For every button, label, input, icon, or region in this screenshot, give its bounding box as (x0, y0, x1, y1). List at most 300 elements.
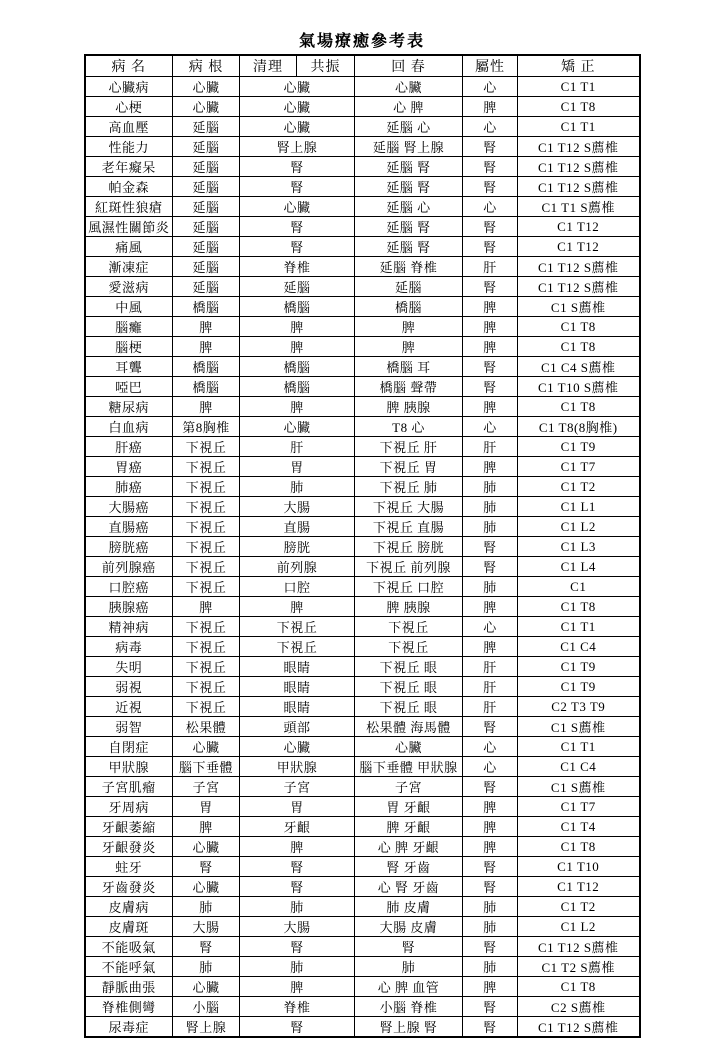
attribute-cell: 心 (463, 197, 518, 217)
disease-name-cell: 中風 (85, 297, 173, 317)
cleanup-resonance-cell: 延腦 (240, 277, 355, 297)
disease-name-cell: 白血病 (85, 417, 173, 437)
correction-cell: C1 T8 (518, 397, 640, 417)
disease-root-cell: 脾 (173, 317, 240, 337)
disease-root-cell: 延腦 (173, 237, 240, 257)
disease-root-cell: 延腦 (173, 177, 240, 197)
attribute-cell: 腎 (463, 557, 518, 577)
disease-root-cell: 下視丘 (173, 557, 240, 577)
table-row (85, 657, 640, 677)
disease-name-cell: 腦癱 (85, 317, 173, 337)
table-row (85, 797, 640, 817)
disease-root-cell: 延腦 (173, 117, 240, 137)
cleanup-resonance-cell: 腎 (240, 177, 355, 197)
table-row (85, 177, 640, 197)
cleanup-resonance-cell: 膀胱 (240, 537, 355, 557)
correction-cell: C1 T12 S薦椎 (518, 937, 640, 957)
disease-root-cell: 腎 (173, 937, 240, 957)
rejuvenation-cell: 松果體 海馬體 (355, 717, 463, 737)
cleanup-resonance-cell: 橋腦 (240, 297, 355, 317)
correction-cell: C2 T3 T9 (518, 697, 640, 717)
attribute-cell: 肝 (463, 657, 518, 677)
table-row (85, 457, 640, 477)
rejuvenation-cell: T8 心 (355, 417, 463, 437)
cleanup-resonance-cell: 脊椎 (240, 997, 355, 1017)
header-resonance: 共振 (297, 55, 355, 77)
attribute-cell: 肝 (463, 257, 518, 277)
header-correction: 矯 正 (518, 55, 640, 77)
correction-cell: C1 C4 (518, 757, 640, 777)
cleanup-resonance-cell: 心臟 (240, 117, 355, 137)
cleanup-resonance-cell: 橋腦 (240, 357, 355, 377)
attribute-cell: 腎 (463, 877, 518, 897)
disease-root-cell: 腦下垂體 (173, 757, 240, 777)
table-row (85, 677, 640, 697)
table-row (85, 757, 640, 777)
correction-cell: C1 (518, 577, 640, 597)
table-row (85, 117, 640, 137)
correction-cell: C1 L2 (518, 517, 640, 537)
rejuvenation-cell: 下視丘 肝 (355, 437, 463, 457)
cleanup-resonance-cell: 脾 (240, 337, 355, 357)
correction-cell: C1 T1 (518, 737, 640, 757)
table-row (85, 717, 640, 737)
disease-name-cell: 高血壓 (85, 117, 173, 137)
cleanup-resonance-cell: 甲狀腺 (240, 757, 355, 777)
disease-name-cell: 直腸癌 (85, 517, 173, 537)
disease-root-cell: 下視丘 (173, 577, 240, 597)
table-row (85, 397, 640, 417)
disease-root-cell: 心臟 (173, 97, 240, 117)
rejuvenation-cell: 橋腦 聲帶 (355, 377, 463, 397)
disease-name-cell: 胰腺癌 (85, 597, 173, 617)
correction-cell: C1 T9 (518, 657, 640, 677)
rejuvenation-cell: 脾 胰腺 (355, 597, 463, 617)
rejuvenation-cell: 心 腎 牙齒 (355, 877, 463, 897)
attribute-cell: 腎 (463, 357, 518, 377)
attribute-cell: 肺 (463, 477, 518, 497)
cleanup-resonance-cell: 肝 (240, 437, 355, 457)
disease-root-cell: 心臟 (173, 77, 240, 97)
rejuvenation-cell: 肺 (355, 957, 463, 977)
table-row (85, 297, 640, 317)
attribute-cell: 肺 (463, 517, 518, 537)
disease-root-cell: 下視丘 (173, 477, 240, 497)
attribute-cell: 腎 (463, 237, 518, 257)
table-row (85, 77, 640, 97)
disease-root-cell: 大腸 (173, 917, 240, 937)
correction-cell: C1 T12 S薦椎 (518, 157, 640, 177)
rejuvenation-cell: 大腸 皮膚 (355, 917, 463, 937)
cleanup-resonance-cell: 腎上腺 (240, 137, 355, 157)
disease-name-cell: 自閉症 (85, 737, 173, 757)
disease-name-cell: 心梗 (85, 97, 173, 117)
table-row (85, 917, 640, 937)
disease-name-cell: 漸凍症 (85, 257, 173, 277)
correction-cell: C1 T8 (518, 97, 640, 117)
table-row (85, 977, 640, 997)
cleanup-resonance-cell: 橋腦 (240, 377, 355, 397)
table-row (85, 697, 640, 717)
rejuvenation-cell: 脾 (355, 337, 463, 357)
attribute-cell: 脾 (463, 297, 518, 317)
attribute-cell: 脾 (463, 337, 518, 357)
correction-cell: C1 S薦椎 (518, 717, 640, 737)
disease-name-cell: 牙齦萎縮 (85, 817, 173, 837)
disease-root-cell: 橋腦 (173, 297, 240, 317)
table-row (85, 497, 640, 517)
table-row (85, 97, 640, 117)
disease-name-cell: 失明 (85, 657, 173, 677)
table-row (85, 337, 640, 357)
disease-name-cell: 糖尿病 (85, 397, 173, 417)
disease-root-cell: 下視丘 (173, 637, 240, 657)
header-rejuvenation: 回 春 (355, 55, 463, 77)
rejuvenation-cell: 腎上腺 腎 (355, 1017, 463, 1038)
table-header-row (85, 55, 640, 77)
correction-cell: C1 T12 (518, 877, 640, 897)
correction-cell: C1 T12 S薦椎 (518, 257, 640, 277)
table-row (85, 577, 640, 597)
disease-name-cell: 口腔癌 (85, 577, 173, 597)
attribute-cell: 脾 (463, 397, 518, 417)
correction-cell: C1 L2 (518, 917, 640, 937)
cleanup-resonance-cell: 腎 (240, 217, 355, 237)
disease-name-cell: 肺癌 (85, 477, 173, 497)
cleanup-resonance-cell: 大腸 (240, 917, 355, 937)
attribute-cell: 腎 (463, 137, 518, 157)
cleanup-resonance-cell: 胃 (240, 797, 355, 817)
attribute-cell: 脾 (463, 637, 518, 657)
disease-name-cell: 靜脈曲張 (85, 977, 173, 997)
rejuvenation-cell: 子宮 (355, 777, 463, 797)
disease-name-cell: 子宮肌瘤 (85, 777, 173, 797)
rejuvenation-cell: 下視丘 (355, 617, 463, 637)
disease-name-cell: 皮膚斑 (85, 917, 173, 937)
cleanup-resonance-cell: 下視丘 (240, 637, 355, 657)
cleanup-resonance-cell: 子宮 (240, 777, 355, 797)
correction-cell: C1 T8 (518, 837, 640, 857)
rejuvenation-cell: 下視丘 (355, 637, 463, 657)
correction-cell: C1 T8 (518, 317, 640, 337)
table-row (85, 137, 640, 157)
disease-root-cell: 延腦 (173, 217, 240, 237)
disease-root-cell: 下視丘 (173, 657, 240, 677)
rejuvenation-cell: 心 脾 牙齦 (355, 837, 463, 857)
correction-cell: C1 T1 (518, 617, 640, 637)
correction-cell: C1 T12 (518, 237, 640, 257)
attribute-cell: 腎 (463, 937, 518, 957)
correction-cell: C1 T7 (518, 457, 640, 477)
table-row (85, 617, 640, 637)
rejuvenation-cell: 下視丘 直腸 (355, 517, 463, 537)
rejuvenation-cell: 脾 牙齦 (355, 817, 463, 837)
attribute-cell: 心 (463, 417, 518, 437)
cleanup-resonance-cell: 眼睛 (240, 657, 355, 677)
rejuvenation-cell: 延腦 腎 (355, 177, 463, 197)
cleanup-resonance-cell: 胃 (240, 457, 355, 477)
table-row (85, 897, 640, 917)
disease-name-cell: 弱視 (85, 677, 173, 697)
disease-root-cell: 延腦 (173, 137, 240, 157)
rejuvenation-cell: 腦下垂體 甲狀腺 (355, 757, 463, 777)
attribute-cell: 腎 (463, 717, 518, 737)
disease-root-cell: 松果體 (173, 717, 240, 737)
disease-name-cell: 前列腺癌 (85, 557, 173, 577)
attribute-cell: 腎 (463, 277, 518, 297)
correction-cell: C2 S薦椎 (518, 997, 640, 1017)
disease-root-cell: 下視丘 (173, 677, 240, 697)
cleanup-resonance-cell: 眼睛 (240, 697, 355, 717)
rejuvenation-cell: 下視丘 膀胱 (355, 537, 463, 557)
disease-root-cell: 心臟 (173, 837, 240, 857)
disease-name-cell: 皮膚病 (85, 897, 173, 917)
cleanup-resonance-cell: 脾 (240, 837, 355, 857)
table-row (85, 217, 640, 237)
disease-name-cell: 紅斑性狼瘡 (85, 197, 173, 217)
disease-name-cell: 心臟病 (85, 77, 173, 97)
disease-name-cell: 牙齦發炎 (85, 837, 173, 857)
rejuvenation-cell: 下視丘 眼 (355, 697, 463, 717)
disease-root-cell: 心臟 (173, 977, 240, 997)
attribute-cell: 肺 (463, 577, 518, 597)
attribute-cell: 脾 (463, 977, 518, 997)
disease-name-cell: 肝癌 (85, 437, 173, 457)
correction-cell: C1 T2 (518, 477, 640, 497)
rejuvenation-cell: 延腦 腎 (355, 237, 463, 257)
table-row (85, 557, 640, 577)
table-row (85, 597, 640, 617)
cleanup-resonance-cell: 肺 (240, 477, 355, 497)
cleanup-resonance-cell: 頭部 (240, 717, 355, 737)
disease-root-cell: 小腦 (173, 997, 240, 1017)
correction-cell: C1 T2 (518, 897, 640, 917)
disease-name-cell: 近視 (85, 697, 173, 717)
table-row (85, 817, 640, 837)
table-row (85, 877, 640, 897)
correction-cell: C1 T8 (518, 597, 640, 617)
cleanup-resonance-cell: 心臟 (240, 97, 355, 117)
correction-cell: C1 T12 S薦椎 (518, 277, 640, 297)
table-body (85, 77, 640, 1038)
disease-name-cell: 性能力 (85, 137, 173, 157)
rejuvenation-cell: 下視丘 口腔 (355, 577, 463, 597)
disease-root-cell: 下視丘 (173, 697, 240, 717)
disease-name-cell: 胃癌 (85, 457, 173, 477)
attribute-cell: 肝 (463, 437, 518, 457)
disease-root-cell: 胃 (173, 797, 240, 817)
correction-cell: C1 T10 (518, 857, 640, 877)
disease-root-cell: 脾 (173, 597, 240, 617)
page-title: 氣場療癒參考表 (298, 33, 425, 50)
disease-root-cell: 延腦 (173, 277, 240, 297)
attribute-cell: 腎 (463, 997, 518, 1017)
attribute-cell: 腎 (463, 777, 518, 797)
disease-name-cell: 不能呼氣 (85, 957, 173, 977)
cleanup-resonance-cell: 直腸 (240, 517, 355, 537)
correction-cell: C1 L1 (518, 497, 640, 517)
rejuvenation-cell: 下視丘 眼 (355, 657, 463, 677)
cleanup-resonance-cell: 眼睛 (240, 677, 355, 697)
table-row (85, 937, 640, 957)
table-row (85, 957, 640, 977)
attribute-cell: 肝 (463, 697, 518, 717)
disease-name-cell: 牙齒發炎 (85, 877, 173, 897)
table-row (85, 477, 640, 497)
rejuvenation-cell: 下視丘 大腸 (355, 497, 463, 517)
correction-cell: C1 T8 (518, 337, 640, 357)
correction-cell: C1 T12 S薦椎 (518, 177, 640, 197)
cleanup-resonance-cell: 脾 (240, 397, 355, 417)
disease-root-cell: 橋腦 (173, 377, 240, 397)
table-row (85, 517, 640, 537)
rejuvenation-cell: 延腦 心 (355, 197, 463, 217)
table-row (85, 157, 640, 177)
disease-name-cell: 痛風 (85, 237, 173, 257)
disease-root-cell: 腎上腺 (173, 1017, 240, 1038)
disease-name-cell: 蛀牙 (85, 857, 173, 877)
correction-cell: C1 T7 (518, 797, 640, 817)
cleanup-resonance-cell: 肺 (240, 957, 355, 977)
header-disease-name: 病 名 (85, 55, 173, 77)
disease-name-cell: 帕金森 (85, 177, 173, 197)
disease-root-cell: 肺 (173, 957, 240, 977)
attribute-cell: 心 (463, 617, 518, 637)
correction-cell: C1 T9 (518, 437, 640, 457)
rejuvenation-cell: 胃 牙齦 (355, 797, 463, 817)
disease-root-cell: 延腦 (173, 157, 240, 177)
attribute-cell: 脾 (463, 97, 518, 117)
disease-name-cell: 風濕性關節炎 (85, 217, 173, 237)
cleanup-resonance-cell: 心臟 (240, 417, 355, 437)
correction-cell: C1 T8 (518, 977, 640, 997)
rejuvenation-cell: 腎 (355, 937, 463, 957)
correction-cell: C1 T12 (518, 217, 640, 237)
disease-root-cell: 下視丘 (173, 537, 240, 557)
header-disease-root: 病 根 (173, 55, 240, 77)
rejuvenation-cell: 脾 (355, 317, 463, 337)
disease-name-cell: 牙周病 (85, 797, 173, 817)
attribute-cell: 脾 (463, 597, 518, 617)
rejuvenation-cell: 橋腦 (355, 297, 463, 317)
correction-cell: C1 T12 S薦椎 (518, 1017, 640, 1038)
disease-root-cell: 橋腦 (173, 357, 240, 377)
cleanup-resonance-cell: 牙齦 (240, 817, 355, 837)
cleanup-resonance-cell: 前列腺 (240, 557, 355, 577)
table-row (85, 997, 640, 1017)
attribute-cell: 心 (463, 117, 518, 137)
disease-name-cell: 耳聾 (85, 357, 173, 377)
disease-root-cell: 脾 (173, 817, 240, 837)
cleanup-resonance-cell: 脾 (240, 977, 355, 997)
disease-name-cell: 不能吸氣 (85, 937, 173, 957)
correction-cell: C1 L3 (518, 537, 640, 557)
disease-name-cell: 愛滋病 (85, 277, 173, 297)
rejuvenation-cell: 延腦 腎 (355, 217, 463, 237)
disease-root-cell: 子宮 (173, 777, 240, 797)
correction-cell: C1 C4 S薦椎 (518, 357, 640, 377)
attribute-cell: 肺 (463, 897, 518, 917)
correction-cell: C1 T4 (518, 817, 640, 837)
disease-name-cell: 精神病 (85, 617, 173, 637)
table-row (85, 197, 640, 217)
table-row (85, 417, 640, 437)
correction-cell: C1 L4 (518, 557, 640, 577)
cleanup-resonance-cell: 腎 (240, 937, 355, 957)
cleanup-resonance-cell: 大腸 (240, 497, 355, 517)
disease-root-cell: 心臟 (173, 737, 240, 757)
rejuvenation-cell: 延腦 腎上腺 (355, 137, 463, 157)
rejuvenation-cell: 延腦 脊椎 (355, 257, 463, 277)
attribute-cell: 心 (463, 77, 518, 97)
rejuvenation-cell: 心臟 (355, 77, 463, 97)
table-row (85, 777, 640, 797)
cleanup-resonance-cell: 肺 (240, 897, 355, 917)
rejuvenation-cell: 心臟 (355, 737, 463, 757)
attribute-cell: 肺 (463, 957, 518, 977)
disease-root-cell: 延腦 (173, 197, 240, 217)
table-row (85, 237, 640, 257)
disease-name-cell: 甲狀腺 (85, 757, 173, 777)
rejuvenation-cell: 下視丘 前列腺 (355, 557, 463, 577)
attribute-cell: 肝 (463, 677, 518, 697)
disease-root-cell: 下視丘 (173, 437, 240, 457)
disease-root-cell: 心臟 (173, 877, 240, 897)
correction-cell: C1 T10 S薦椎 (518, 377, 640, 397)
rejuvenation-cell: 心 脾 血管 (355, 977, 463, 997)
rejuvenation-cell: 延腦 心 (355, 117, 463, 137)
disease-root-cell: 延腦 (173, 257, 240, 277)
disease-name-cell: 弱智 (85, 717, 173, 737)
attribute-cell: 腎 (463, 1017, 518, 1038)
table-row (85, 317, 640, 337)
cleanup-resonance-cell: 脾 (240, 317, 355, 337)
disease-name-cell: 啞巴 (85, 377, 173, 397)
healing-reference-table (84, 54, 641, 1038)
disease-name-cell: 膀胱癌 (85, 537, 173, 557)
rejuvenation-cell: 下視丘 肺 (355, 477, 463, 497)
table-row (85, 637, 640, 657)
correction-cell: C1 T9 (518, 677, 640, 697)
rejuvenation-cell: 心 脾 (355, 97, 463, 117)
rejuvenation-cell: 延腦 腎 (355, 157, 463, 177)
attribute-cell: 脾 (463, 457, 518, 477)
correction-cell: C1 S薦椎 (518, 777, 640, 797)
correction-cell: C1 S薦椎 (518, 297, 640, 317)
disease-root-cell: 脾 (173, 337, 240, 357)
disease-name-cell: 尿毒症 (85, 1017, 173, 1038)
attribute-cell: 腎 (463, 217, 518, 237)
table-row (85, 857, 640, 877)
cleanup-resonance-cell: 心臟 (240, 77, 355, 97)
correction-cell: C1 T8(8胸椎) (518, 417, 640, 437)
attribute-cell: 脾 (463, 817, 518, 837)
cleanup-resonance-cell: 腎 (240, 857, 355, 877)
rejuvenation-cell: 脾 胰腺 (355, 397, 463, 417)
attribute-cell: 腎 (463, 537, 518, 557)
disease-root-cell: 脾 (173, 397, 240, 417)
header-attribute: 屬性 (463, 55, 518, 77)
table-row (85, 837, 640, 857)
rejuvenation-cell: 下視丘 眼 (355, 677, 463, 697)
cleanup-resonance-cell: 心臟 (240, 737, 355, 757)
attribute-cell: 腎 (463, 177, 518, 197)
disease-root-cell: 肺 (173, 897, 240, 917)
cleanup-resonance-cell: 腎 (240, 237, 355, 257)
table-row (85, 1017, 640, 1038)
cleanup-resonance-cell: 脊椎 (240, 257, 355, 277)
disease-root-cell: 下視丘 (173, 457, 240, 477)
